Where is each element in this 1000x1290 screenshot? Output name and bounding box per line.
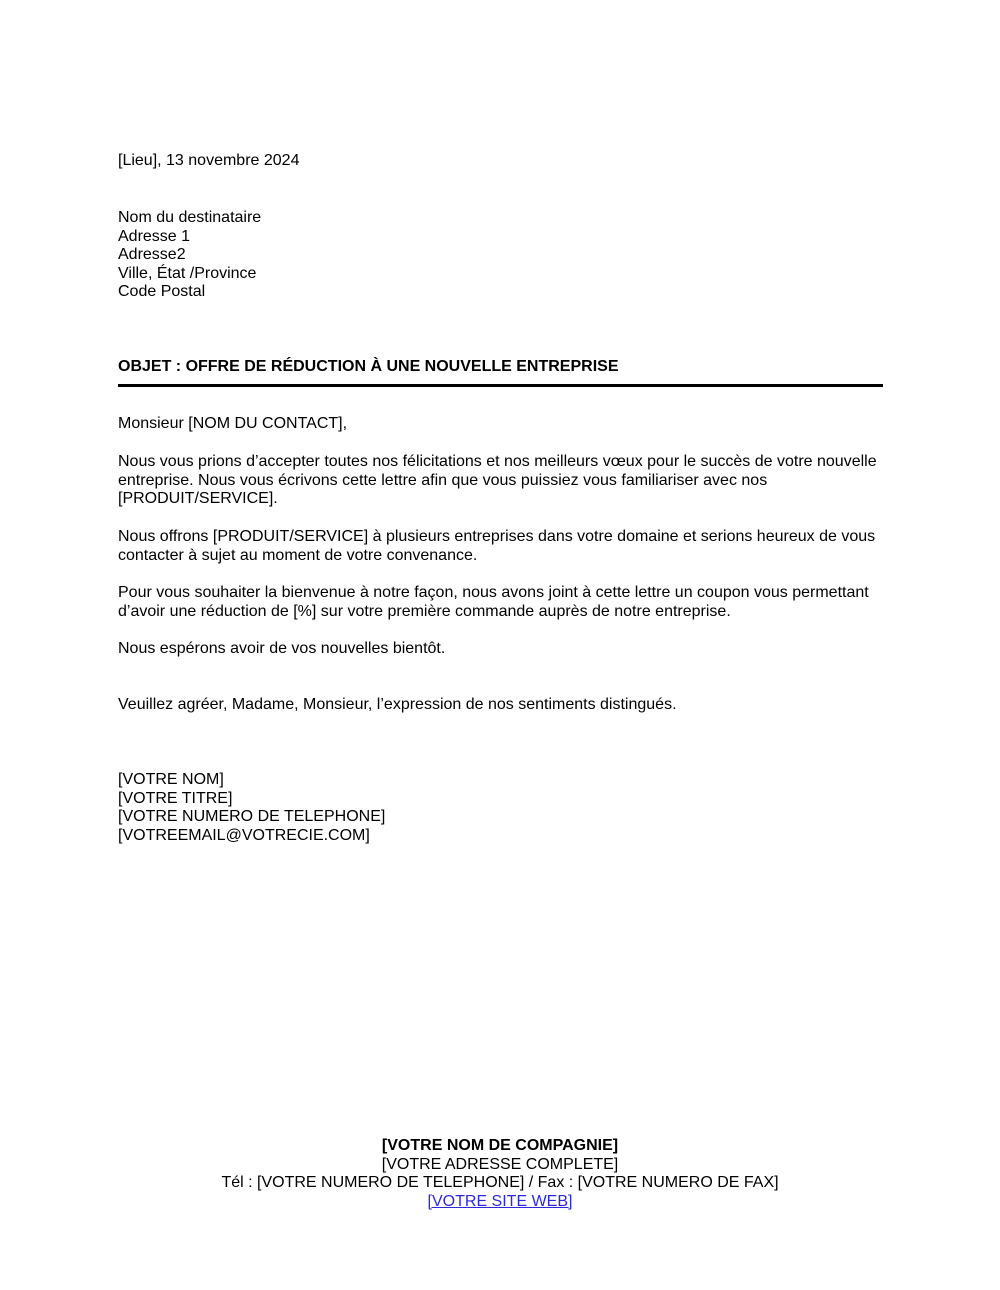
paragraph-coupon: Pour vous souhaiter la bienvenue à notre façon, nous avons joint à cette lettre un coupon vous permettant d’avoir une réduction de [%] sur votre première commande auprès de notre entreprise. [118, 584, 869, 620]
signature-block [118, 771, 385, 845]
signature-title: [VOTRE TITRE] [118, 789, 233, 807]
paragraph-offer: Nous offrons [PRODUIT/SERVICE] à plusieurs entreprises dans votre domaine et serions heureux de vous contacter à sujet au moment de votre convenance. [118, 528, 876, 564]
subject-divider [118, 384, 883, 387]
paragraph-followup: Nous espérons avoir de vos nouvelles bientôt. [118, 640, 446, 657]
footer-website-link[interactable]: [VOTRE SITE WEB] [427, 1192, 573, 1210]
footer-address: [VOTRE ADRESSE COMPLETE] [381, 1155, 619, 1173]
salutation: Monsieur [NOM DU CONTACT], [118, 415, 348, 432]
recipient-address1: Adresse 1 [118, 227, 191, 245]
date-line: [Lieu], 13 novembre 2024 [118, 152, 300, 169]
signature-email: [VOTREEMAIL@VOTRECIE.COM] [118, 826, 370, 844]
recipient-address2: Adresse2 [118, 246, 186, 264]
company-footer [0, 1137, 1000, 1211]
closing-line: Veuillez agréer, Madame, Monsieur, l’expression de nos sentiments distingués. [118, 696, 677, 713]
paragraph-congratulations: Nous vous prions d’accepter toutes nos félicitations et nos meilleurs vœux pour le succès de votre nouvelle entreprise. Nous vous écrivons cette lettre afin que vous puissiez vous familiariser avec nos [PRODUIT/SERVICE]. [118, 453, 877, 508]
subject-line: OBJET : OFFRE DE RÉDUCTION À UNE NOUVELLE ENTREPRISE [118, 358, 619, 375]
footer-company-name: [VOTRE NOM DE COMPAGNIE] [381, 1137, 619, 1154]
recipient-postal-code: Code Postal [118, 283, 206, 301]
recipient-block [118, 209, 261, 302]
recipient-name: Nom du destinataire [118, 209, 262, 226]
signature-name: [VOTRE NOM] [118, 771, 224, 788]
recipient-city-state: Ville, État /Province [118, 264, 257, 282]
footer-contact: Tél : [VOTRE NUMERO DE TELEPHONE] / Fax : [VOTRE NUMERO DE FAX] [221, 1174, 779, 1192]
signature-phone: [VOTRE NUMERO DE TELEPHONE] [118, 808, 386, 826]
